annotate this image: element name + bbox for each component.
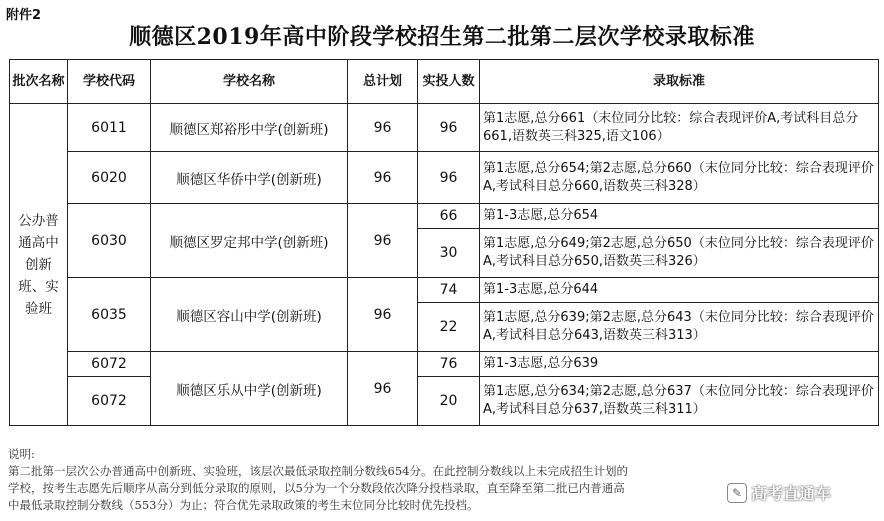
notes-line: 第二批第一层次公办普通高中创新班、实验班，该层次最低录取控制分数线654分。在此控制分数线以上未完成招生计划的 <box>8 464 628 478</box>
admission-standard-cell: 第1志愿,总分649;第2志愿,总分650（末位同分比较：综合表现评价A,考试科目总分650,语数英三科326） <box>480 229 879 278</box>
total-plan-cell: 96 <box>348 352 418 426</box>
table-row <box>10 152 879 204</box>
header-total-plan: 总计划 <box>348 60 418 104</box>
actual-count-cell: 66 <box>418 204 480 229</box>
total-plan-cell: 96 <box>348 104 418 152</box>
school-code-cell: 6020 <box>68 152 151 204</box>
school-code-cell: 6072 <box>68 352 151 377</box>
school-code-cell: 6011 <box>68 104 151 152</box>
table-row <box>10 104 879 152</box>
actual-count-cell: 96 <box>418 104 480 152</box>
header-school-code: 学校代码 <box>68 60 151 104</box>
actual-count-cell: 30 <box>418 229 480 278</box>
admission-standard-cell: 第1-3志愿,总分644 <box>480 278 879 303</box>
admission-standard-cell: 第1志愿,总分661（末位同分比较：综合表现评价A,考试科目总分661,语数英三科325,语文106） <box>480 104 879 152</box>
actual-count-cell: 76 <box>418 352 480 377</box>
watermark-text: 高考直通车 <box>751 484 832 503</box>
school-name-cell: 顺德区乐从中学(创新班) <box>151 352 348 426</box>
table-row <box>10 204 879 229</box>
table-row <box>10 377 879 426</box>
school-code-cell: 6035 <box>68 278 151 352</box>
school-name-cell: 顺德区华侨中学(创新班) <box>151 152 348 204</box>
total-plan-cell: 96 <box>348 204 418 278</box>
admission-standard-cell: 第1-3志愿,总分639 <box>480 352 879 377</box>
admission-standard-cell: 第1-3志愿,总分654 <box>480 204 879 229</box>
table-row <box>10 352 879 377</box>
header-actual-count: 实投人数 <box>418 60 480 104</box>
table-header-row <box>10 60 879 104</box>
school-name-cell: 顺德区郑裕彤中学(创新班) <box>151 104 348 152</box>
batch-category-cell: 公办普通高中创新班、实验班 <box>10 104 68 426</box>
watermark-logo-icon: ✎ <box>727 483 747 503</box>
actual-count-cell: 74 <box>418 278 480 303</box>
school-code-cell: 6030 <box>68 204 151 278</box>
header-batch: 批次名称 <box>10 60 68 104</box>
header-admission-standard: 录取标准 <box>480 60 879 104</box>
school-name-cell: 顺德区罗定邦中学(创新班) <box>151 204 348 278</box>
notes-line: 中最低录取控制分数线（553分）为止；符合优先录取政策的考生末位同分比较时优先投档。 <box>8 498 479 512</box>
school-name-cell: 顺德区容山中学(创新班) <box>151 278 348 352</box>
watermark <box>727 481 831 504</box>
school-code-cell: 6072 <box>68 377 151 426</box>
table-row <box>10 278 879 303</box>
admission-table <box>9 59 879 426</box>
admission-standard-cell: 第1志愿,总分634;第2志愿,总分637（末位同分比较：综合表现评价A,考试科目总分637,语数英三科311） <box>480 377 879 426</box>
attachment-label: 附件2 <box>6 8 42 23</box>
admission-standard-cell: 第1志愿,总分654;第2志愿,总分660（末位同分比较：综合表现评价A,考试科目总分660,语数英三科328） <box>480 152 879 204</box>
admission-standard-cell: 第1志愿,总分639;第2志愿,总分643（末位同分比较：综合表现评价A,考试科目总分643,语数英三科313） <box>480 303 879 352</box>
notes-line: 学校，按考生志愿先后顺序从高分到低分录取的原则，以5分为一个分数段依次降分投档录取，直至降至第二批已内普通高 <box>8 481 625 495</box>
total-plan-cell: 96 <box>348 152 418 204</box>
page-title: 顺德区2019年高中阶段学校招生第二批第二层次学校录取标准 <box>129 24 755 50</box>
actual-count-cell: 20 <box>418 377 480 426</box>
total-plan-cell: 96 <box>348 278 418 352</box>
header-school-name: 学校名称 <box>151 60 348 104</box>
actual-count-cell: 96 <box>418 152 480 204</box>
actual-count-cell: 22 <box>418 303 480 352</box>
notes-heading: 说明: <box>8 447 35 461</box>
